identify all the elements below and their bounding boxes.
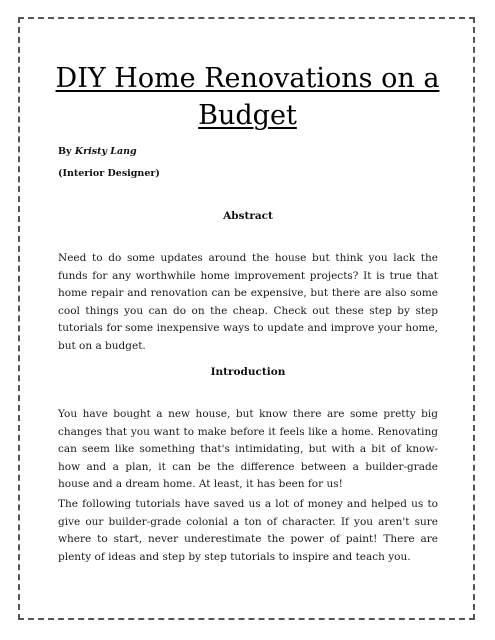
- byline: [58, 146, 137, 157]
- author-role: (Interior Designer): [58, 168, 160, 179]
- abstract-paragraph: Need to do some updates around the house but think you lack the funds for any worthwhile home improvement projects? It is true that home repair and renovation can be expensive, but there are also some cool things you can do on the cheap. Check out these step by step tutorials for some inexpensive ways to update and improve your home, but on a budget.: [58, 252, 438, 352]
- introduction-paragraph: The following tutorials have saved us a lot of money and helped us to give our builder-grade colonial a ton of character. If you aren't sure where to start, never underestimate the power of paint! There are plenty of ideas and step by step tutorials to inspire and teach you.: [58, 498, 438, 563]
- introduction-paragraph: You have bought a new house, but know there are some pretty big changes that you want to make before it feels like a home. Renovating can seem like something that's intimidating, but with a bit of know-how and a plan, it can be the difference between a builder-grade house and a dream home. At least, it has been for us!: [58, 408, 438, 491]
- introduction-heading: Introduction: [210, 366, 286, 378]
- document-title: DIY Home Renovations on a Budget: [55, 63, 440, 131]
- abstract-heading: Abstract: [223, 210, 273, 222]
- byline-prefix: By: [58, 146, 75, 157]
- author-name: Kristy Lang: [74, 146, 137, 157]
